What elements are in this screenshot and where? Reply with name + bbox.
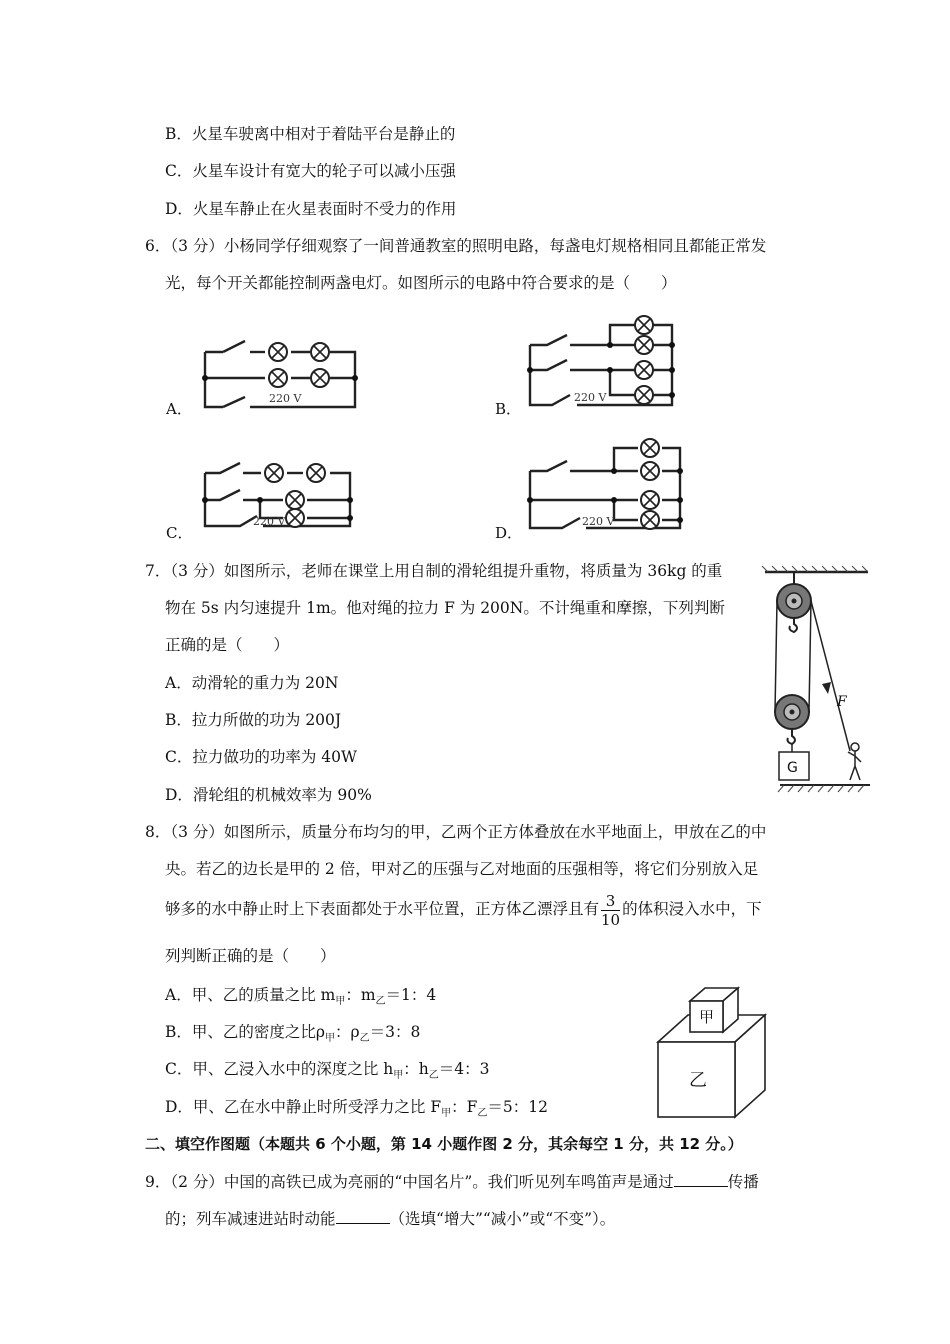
q8-option-c: C．甲、乙浸入水中的深度之比 $h_甲$：$h_乙=4$：3 [165,1060,490,1082]
force-label: F [837,694,847,710]
fraction-numerator: 3 [601,892,620,911]
q9-line2: 的；列车减速进站时动能 （选填“增大”“减小”或“不变”）。 [165,1210,616,1228]
cube-top-label: 甲 [699,1008,715,1026]
voltage-label-a: 220 V [269,392,302,405]
q8-stem-line1: 8．（3 分）如图所示，质量分布均匀的甲，乙两个正方体叠放在水平地面上，甲放在乙的中 [145,823,767,841]
q8-stem-line4: 列判断正确的是（ ） [165,947,336,965]
q8-stem-line2: 央。若乙的边长是甲的 2 倍，甲对乙的压强与乙对地面的压强相等，将它们分别放入足 [165,860,759,878]
voltage-label-c: 220 V [253,515,286,528]
q7-option-d: D．滑轮组的机械效率为 90% [165,786,372,804]
q5-option-b: B．火星车驶离中相对于着陆平台是静止的 [165,125,456,143]
q5-option-c: C．火星车设计有宽大的轮子可以减小压强 [165,162,456,180]
q5-option-d: D．火星车静止在火星表面时不受力的作用 [165,200,457,218]
fraction-three-tenths [601,892,620,929]
q8-stem-line3 [165,888,762,930]
q6-option-a-label: A． [166,400,192,418]
q8-line3-pre: 够多的水中静止时上下表面都处于水平位置，正方体乙漂浮且有 [165,900,600,918]
q7-stem-line1: 7．（3 分）如图所示，老师在课堂上用自制的滑轮组提升重物，将质量为 36kg 的重 [145,562,723,580]
q7-option-c: C．拉力做功的功率为 40W [165,748,357,766]
voltage-label-b: 220 V [574,391,607,404]
q6-option-d-label: D． [495,524,523,542]
q8-option-b: B．甲、乙的密度之比$\rho_甲$：$\rho_乙=3$：8 [165,1023,421,1045]
q6-stem-line1: 6．（3 分）小杨同学仔细观察了一间普通教室的照明电路，每盏电灯规格相同且都能正常发 [145,237,767,255]
weight-label: G [787,760,798,776]
q7-option-a: A．动滑轮的重力为 20N [165,674,339,692]
circuit-diagram-c [195,458,365,538]
q7-stem-line2: 物在 5s 内匀速提升 1m。他对绳的拉力 F 为 200N。不计绳重和摩擦，下列判断 [165,599,725,617]
fraction-denominator: 10 [601,910,621,929]
q6-stem-line2: 光，每个开关都能控制两盏电灯。如图所示的电路中符合要求的是（ ） [165,274,677,292]
q6-option-c-label: C． [166,524,193,542]
q9-blank-1[interactable] [674,1171,728,1187]
voltage-label-d: 220 V [582,515,615,528]
q6-option-b-label: B． [495,400,522,418]
q9-line1: 9．（2 分）中国的高铁已成为亮丽的“中国名片”。我们听见列车鸣笛声是通过 传播 [145,1173,759,1191]
circuit-diagram-b [522,315,687,415]
pulley-system-figure [760,566,875,796]
q9-blank-2[interactable] [336,1208,390,1224]
circuit-diagram-d [522,438,687,538]
q8-line3-post: 的体积浸入水中，下 [622,900,762,918]
section-2-heading: 二、填空作图题（本题共 6 个小题，第 14 小题作图 2 分，其余每空 1 分，共 12 分。） [145,1135,743,1153]
q7-stem-line3: 正确的是（ ） [165,636,290,654]
q8-option-a: A．甲、乙的质量之比 $m_甲$：$m_乙=1$：4 [165,986,437,1008]
stacked-cubes-figure [655,985,770,1120]
cube-bottom-label: 乙 [689,1070,707,1091]
q8-option-d: D．甲、乙在水中静止时所受浮力之比 $F_甲$：$F_乙=5$：12 [165,1098,548,1120]
q7-option-b: B．拉力所做的功为 200J [165,711,342,729]
circuit-diagram-a [195,335,365,415]
